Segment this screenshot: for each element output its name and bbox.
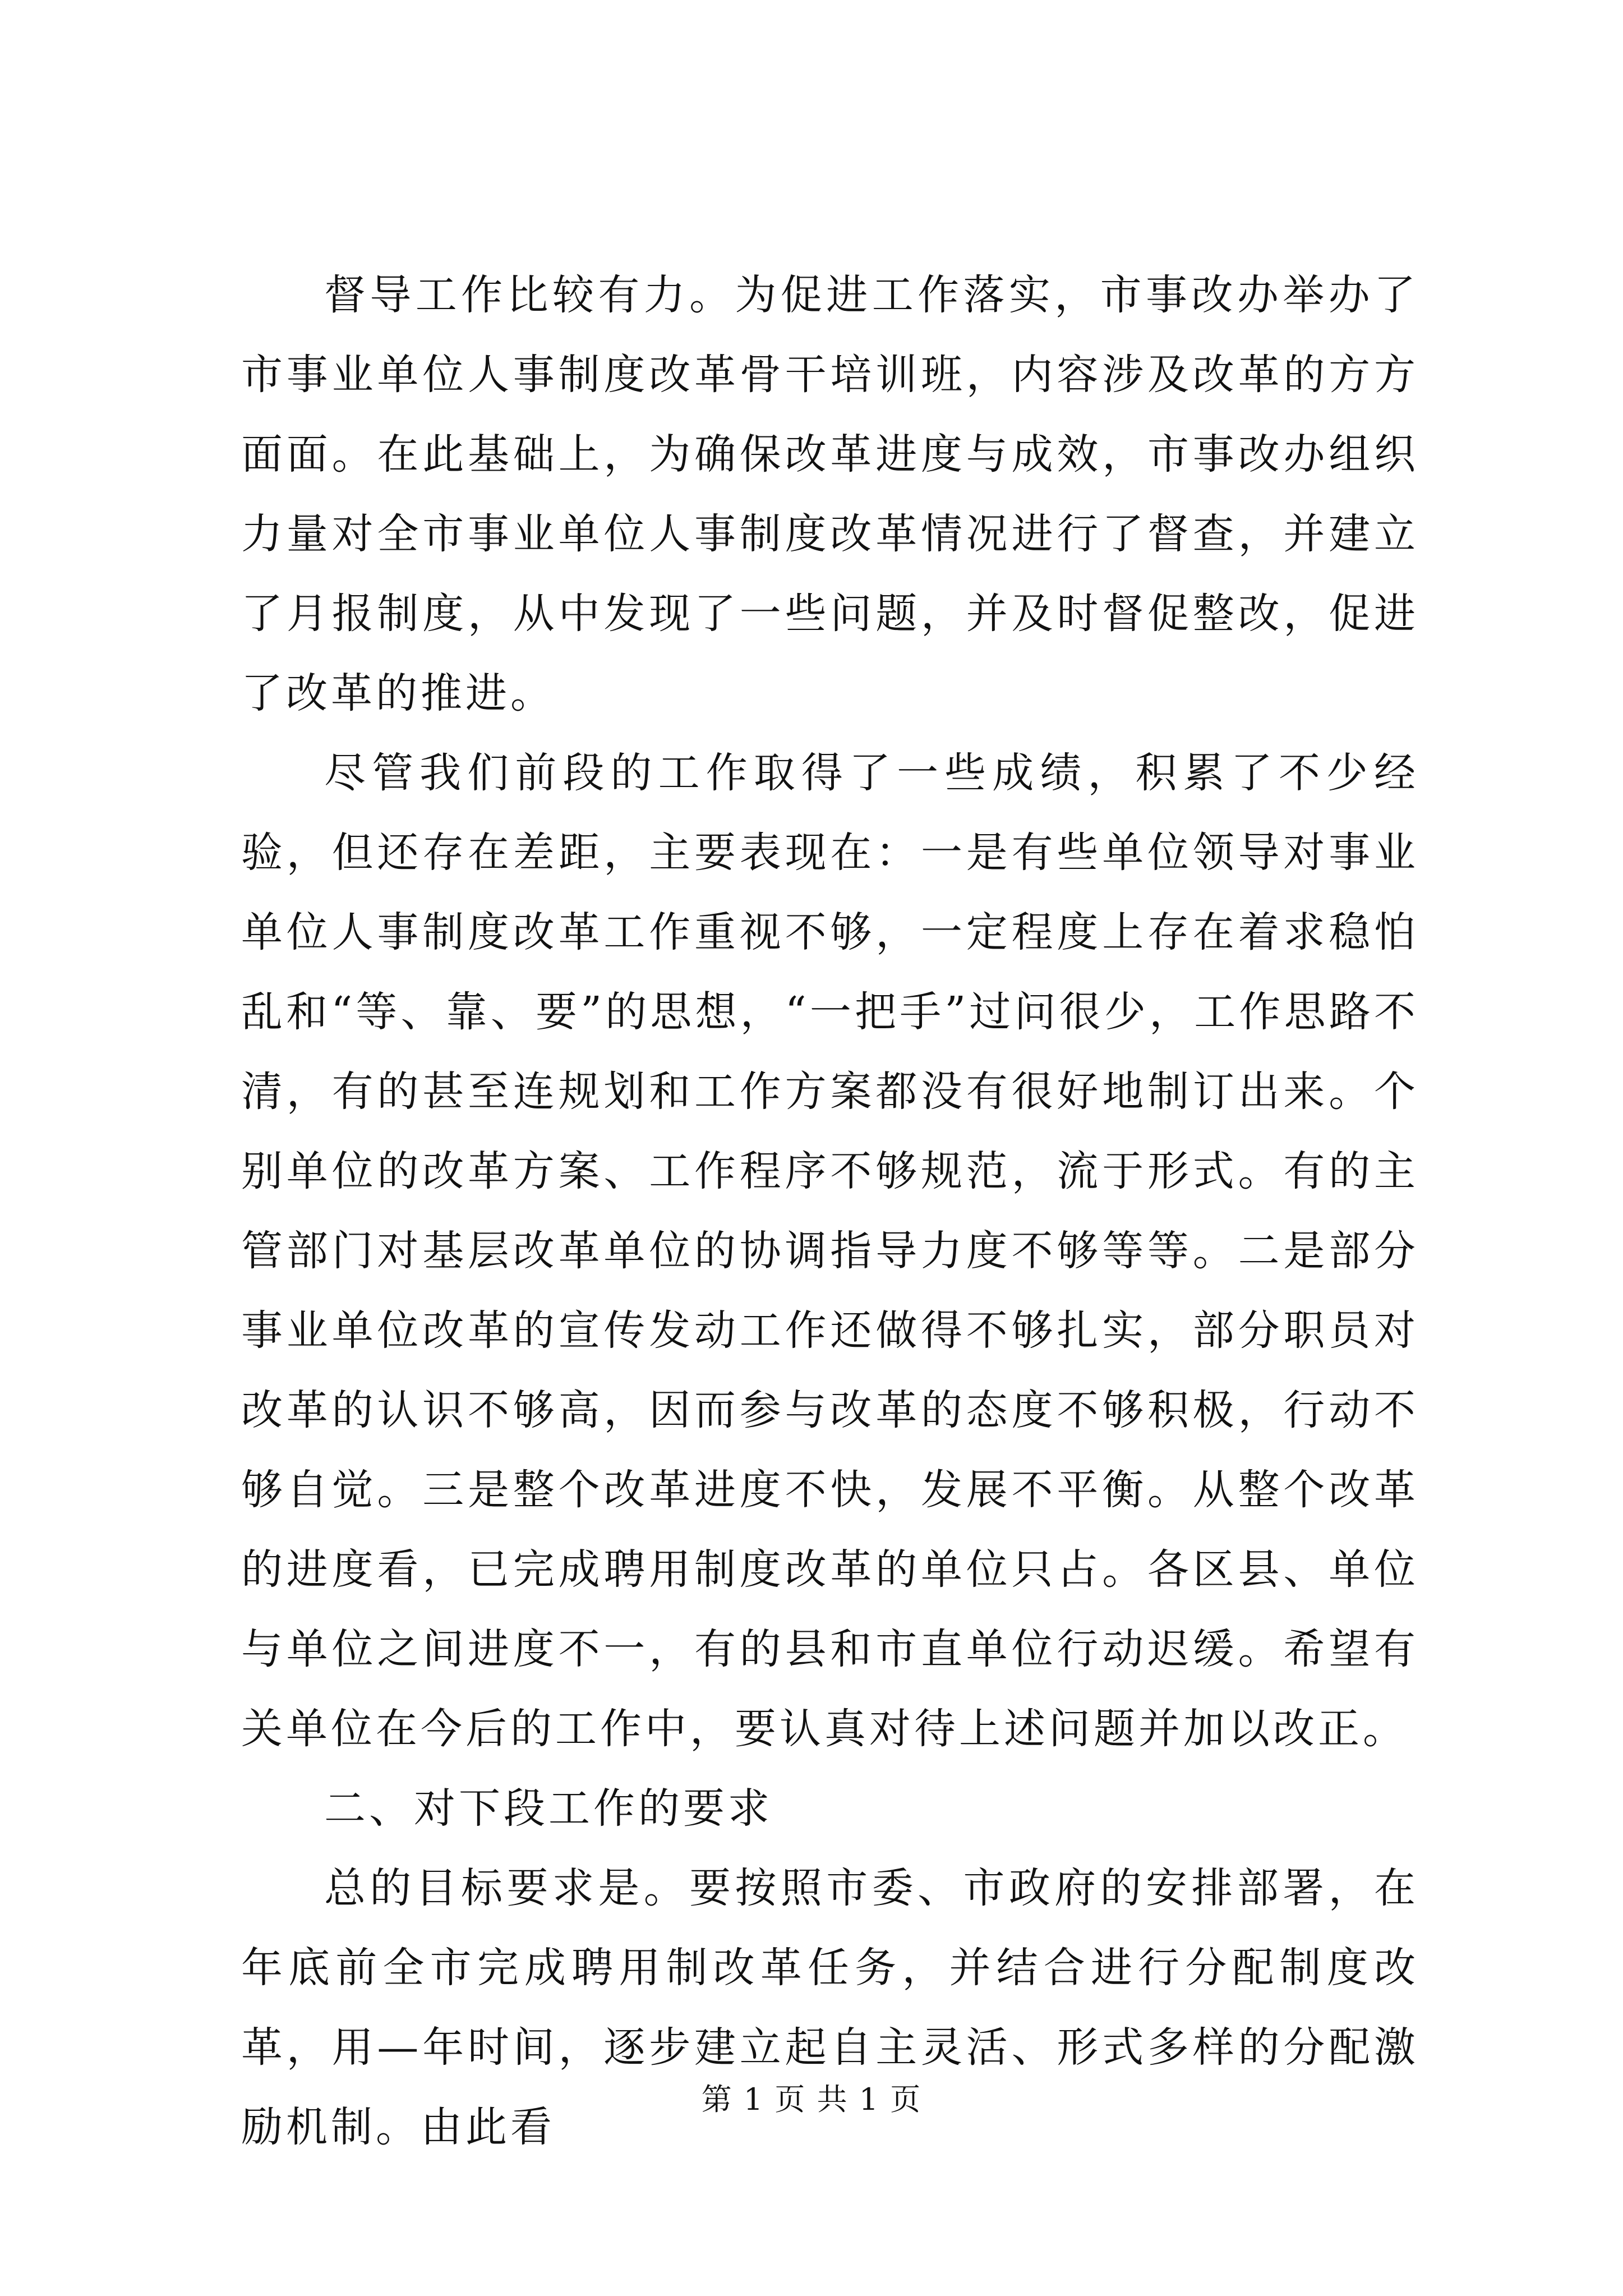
page-number-footer: 第 1 页 共 1 页: [701, 2082, 922, 2117]
paragraph-shortcomings: 尽管我们前段的工作取得了一些成绩，积累了不少经验，但还存在差距，主要表现在：一是有些单位领导对事业单位人事制度改革工作重视不够，一定程度上存在着求稳怕乱和“等、靠、要”的思想，“一把手”过问很少，工作思路不清，有的甚至连规划和工作方案都没有很好地制订出来。个别单位的改革方案、工作程序不够规范，流于形式。有的主管部门对基层改革单位的协调指导力度不够等等。二是部分事业单位改革的宣传发动工作还做得不够扎实，部分职员对改革的认识不够高，因而参与改革的态度不够积极，行动不够自觉。三是整个改革进度不快，发展不平衡。从整个改革的进度看，已完成聘用制度改革的单位只占。各区县、单位与单位之间进度不一，有的县和市直单位行动迟缓。希望有关单位在今后的工作中，要认真对待上述问题并加以改正。: [241, 749, 1419, 1753]
paragraph-supervision: 督导工作比较有力。为促进工作落实，市事改办举办了市事业单位人事制度改革骨干培训班，内容涉及改革的方方面面。在此基础上，为确保改革进度与成效，市事改办组织力量对全市事业单位人事制度改革情况进行了督查，并建立了月报制度，从中发现了一些问题，并及时督促整改，促进了改革的推进。: [241, 271, 1419, 717]
section-heading: 二、对下段工作的要求: [324, 1784, 773, 1833]
document-body: [241, 255, 1419, 2167]
paragraph-goals: 总的目标要求是。要按照市委、市政府的安排部署，在年底前全市完成聘用制改革任务，并结合进行分配制度改革，用—年时间，逐步建立起自主灵活、形式多样的分配激励机制。由此看: [241, 1864, 1419, 2151]
